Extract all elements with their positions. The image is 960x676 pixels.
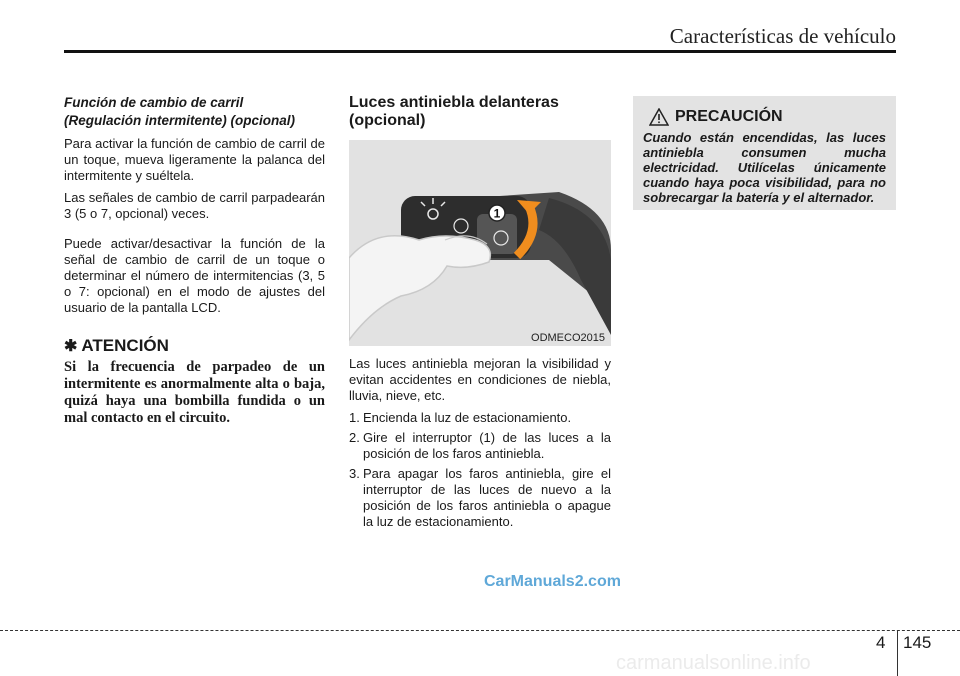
lane-change-para-1: Para activar la función de cambio de carril de un toque, mueva ligeramente la palanca del intermitente y suéltela. — [64, 136, 325, 183]
step-text: Para apagar los faros antiniebla, gire el interruptor de las luces de nuevo a la posición de los faros antiniebla o apague la luz de estacionamiento. — [363, 466, 611, 529]
attention-title: ATENCIÓN — [81, 336, 169, 355]
watermark: CarManuals2.com — [484, 573, 621, 590]
attention-heading — [64, 336, 325, 356]
list-item — [349, 410, 611, 426]
step-number: 3. — [349, 466, 360, 481]
bottom-watermark: carmanualsonline.info — [616, 652, 811, 674]
lane-change-subtitle — [64, 94, 325, 130]
caution-title: PRECAUCIÓN — [675, 108, 783, 125]
caution-box — [633, 96, 896, 210]
list-item — [349, 430, 611, 462]
warning-triangle-icon — [649, 108, 669, 126]
header-title: Características de vehículo — [669, 24, 896, 48]
column-lane-change — [64, 94, 325, 427]
lane-change-para-2: Las señales de cambio de carril parpadearán 3 (5 o 7, opcional) veces. — [64, 190, 325, 221]
page-number: 145 — [903, 633, 932, 652]
caution-text: Cuando están encendidas, las luces antiniebla consumen mucha electricidad. Utilícelas únicamente cuando haya poca visibilidad, para no sobrecargar la batería y el alternador. — [643, 130, 886, 205]
fog-lights-intro: Las luces antiniebla mejoran la visibilidad y evitan accidentes en condiciones de niebla, lluvia, nieve, etc. — [349, 356, 611, 403]
attention-text: Si la frecuencia de parpadeo de un intermitente es anormalmente alta o baja, quizá haya una bombilla fundida o un mal contacto en el circuito. — [64, 359, 325, 426]
switch-callout-label: 1 — [493, 206, 501, 221]
fog-lights-title-line1: Luces antiniebla delanteras — [349, 94, 559, 111]
lane-change-subtitle-line2: (Regulación intermitente) (opcional) — [64, 113, 296, 128]
fog-light-switch-figure — [349, 140, 611, 346]
light-switch-illustration — [349, 140, 611, 346]
list-item — [349, 466, 611, 530]
footer-divider — [897, 630, 898, 676]
caution-heading — [649, 108, 886, 126]
step-text: Gire el interruptor (1) de las luces a la posición de los faros antiniebla. — [363, 430, 611, 461]
fog-lights-title-line2: (opcional) — [349, 112, 426, 129]
fog-lights-steps — [349, 410, 611, 530]
chapter-number: 4 — [876, 633, 886, 652]
header-rule — [64, 50, 896, 53]
figure-code: ODMECO2015 — [531, 332, 605, 344]
step-number: 2. — [349, 430, 360, 445]
column-caution — [633, 96, 896, 210]
step-text: Encienda la luz de estacionamiento. — [363, 410, 572, 425]
lane-change-subtitle-line1: Función de cambio de carril — [64, 95, 244, 110]
asterisk-icon: ✱ — [64, 338, 78, 355]
column-fog-lights — [349, 94, 611, 534]
footer-rule — [0, 630, 960, 631]
step-number: 1. — [349, 410, 360, 425]
lane-change-para-3: Puede activar/desactivar la función de la señal de cambio de carril de un toque o determinar el número de intermitencias (3, 5 o 7: opcional) en el modo de ajustes del usuario de la pantalla LCD. — [64, 236, 325, 315]
fog-lights-title — [349, 94, 611, 130]
